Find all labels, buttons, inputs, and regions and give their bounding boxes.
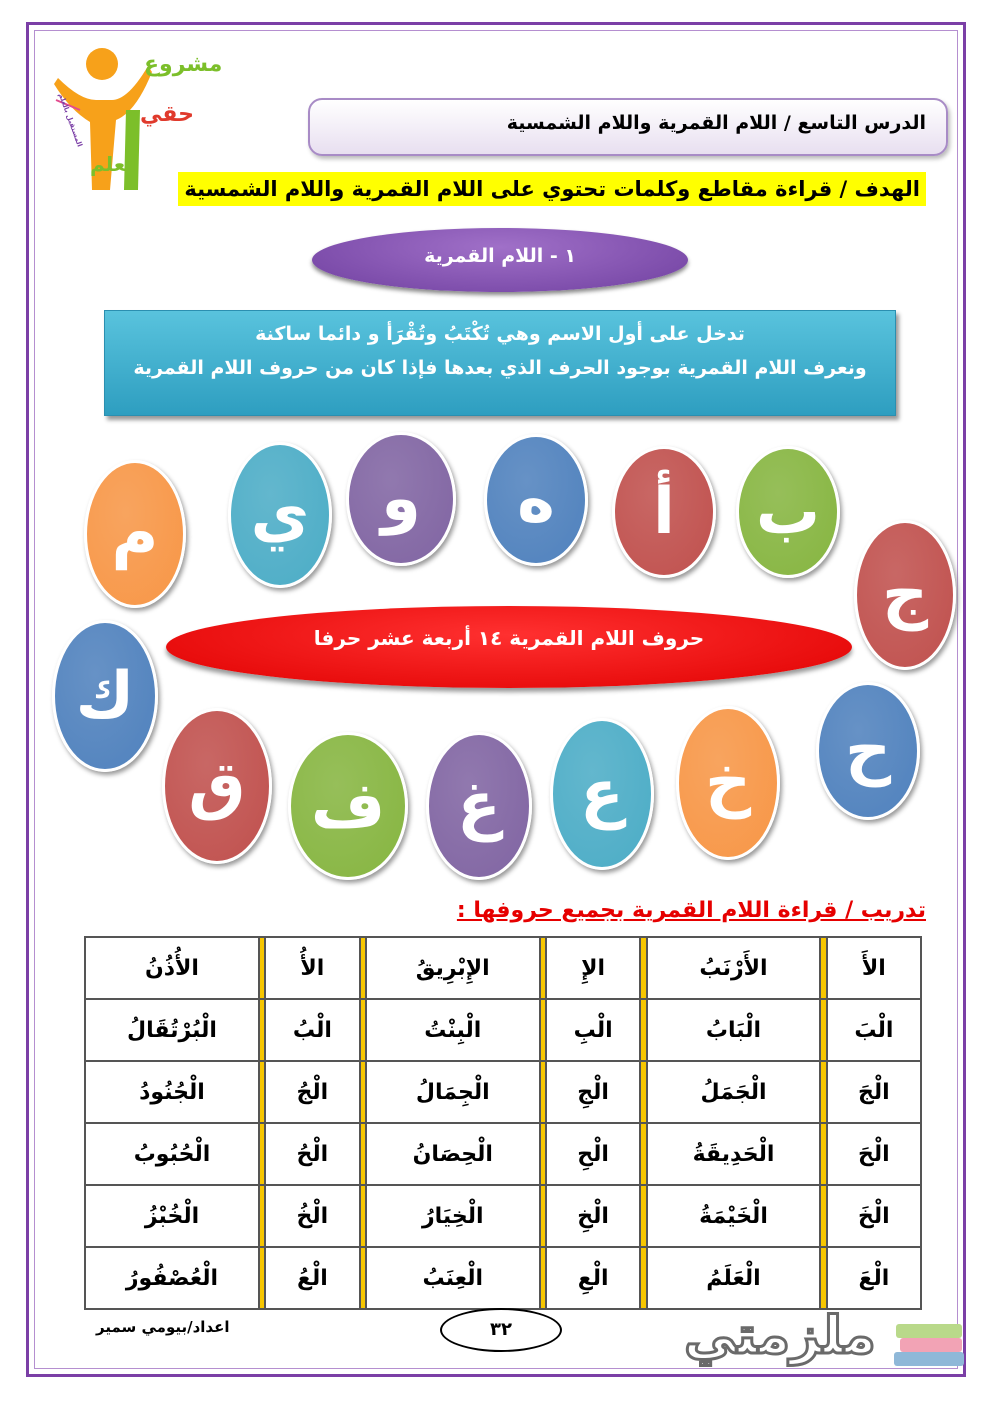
column-separator <box>820 1123 826 1185</box>
table-row <box>85 1061 921 1123</box>
word-cell: الأَرْنَبُ <box>647 937 821 999</box>
letter-qaf: ق <box>162 708 272 864</box>
syllable-cell: الإِ <box>546 937 640 999</box>
syllable-cell: الْحُ <box>265 1123 359 1185</box>
column-separator <box>540 1061 546 1123</box>
column-separator <box>640 1247 646 1309</box>
syllable-cell: الْجُ <box>265 1061 359 1123</box>
lesson-goal: الهدف / قراءة مقاطع وكلمات تحتوي على اللام القمرية واللام الشمسية <box>178 172 926 206</box>
syllable-cell: الْعَ <box>827 1247 921 1309</box>
word-cell: الْبِنْتُ <box>366 999 540 1061</box>
column-separator <box>360 1061 366 1123</box>
rule-box <box>104 310 896 416</box>
word-cell: الْجَمَلُ <box>647 1061 821 1123</box>
logo-text-learn: أتعلم <box>90 152 140 176</box>
books-icon <box>890 1300 992 1380</box>
logo-text-right: حقي <box>140 102 194 127</box>
section-title: ١ - اللام القمرية <box>312 228 688 292</box>
word-cell: الْعِنَبُ <box>366 1247 540 1309</box>
letter-ghain: غ <box>426 732 532 880</box>
syllable-cell: الْبُ <box>265 999 359 1061</box>
syllable-cell: الْجِ <box>546 1061 640 1123</box>
word-cell: الْعُصْفُورُ <box>85 1247 259 1309</box>
word-cell: الْحُبُوبُ <box>85 1123 259 1185</box>
letter-waw: و <box>346 432 456 566</box>
column-separator <box>640 999 646 1061</box>
column-separator <box>360 937 366 999</box>
column-separator <box>259 999 265 1061</box>
letter-ha: ه <box>484 434 588 566</box>
word-cell: الْخَيْمَةُ <box>647 1185 821 1247</box>
logo-text-project: مشروع <box>144 52 223 77</box>
syllable-cell: الْعُ <box>265 1247 359 1309</box>
letter-ya: ي <box>228 442 332 588</box>
column-separator <box>360 1185 366 1247</box>
column-separator <box>259 1185 265 1247</box>
word-cell: الْجُنُودُ <box>85 1061 259 1123</box>
training-title: تدريب / قراءة اللام القمرية بجميع حروفها : <box>456 898 926 923</box>
word-cell: الإِبْرِيقُ <box>366 937 540 999</box>
word-cell: الْخِيَارُ <box>366 1185 540 1247</box>
column-separator <box>259 1247 265 1309</box>
column-separator <box>259 1061 265 1123</box>
column-separator <box>540 1123 546 1185</box>
column-separator <box>820 999 826 1061</box>
letter-hha: ح <box>816 682 920 820</box>
column-separator <box>360 1123 366 1185</box>
syllable-cell: الْجَ <box>827 1061 921 1123</box>
syllable-cell: الْعِ <box>546 1247 640 1309</box>
rule-line-1: تدخل على أول الاسم وهي تُكْتَبُ وتُقْرَأ و دائما ساكنة <box>255 323 745 345</box>
column-separator <box>360 999 366 1061</box>
column-separator <box>540 937 546 999</box>
column-separator <box>540 999 546 1061</box>
syllable-cell: الْحَ <box>827 1123 921 1185</box>
letter-kaf: ك <box>52 620 158 772</box>
column-separator <box>540 1247 546 1309</box>
column-separator <box>540 1185 546 1247</box>
word-cell: الْخُبْزُ <box>85 1185 259 1247</box>
column-separator <box>360 1247 366 1309</box>
letter-alif: أ <box>612 446 716 578</box>
watermark-logo <box>680 1300 980 1380</box>
column-separator <box>640 1061 646 1123</box>
word-cell: الأُذُنُ <box>85 937 259 999</box>
word-cell: الْعَلَمُ <box>647 1247 821 1309</box>
table-row <box>85 1185 921 1247</box>
words-table <box>84 936 922 1310</box>
syllable-cell: الْحِ <box>546 1123 640 1185</box>
syllable-cell: الْخَ <box>827 1185 921 1247</box>
table-row <box>85 937 921 999</box>
page-number: ٣٢ <box>440 1308 562 1352</box>
letter-ba: ب <box>736 446 840 578</box>
column-separator <box>640 1185 646 1247</box>
author-credit: اعداد/بيومي سمير <box>96 1318 230 1336</box>
column-separator <box>259 937 265 999</box>
column-separator <box>820 1061 826 1123</box>
word-cell: الْبُرْتُقَالُ <box>85 999 259 1061</box>
word-cell: الْحَدِيقَةُ <box>647 1123 821 1185</box>
word-cell: الْبَابُ <box>647 999 821 1061</box>
column-separator <box>820 937 826 999</box>
letter-kha: خ <box>676 706 780 860</box>
word-cell: الْحِصَانُ <box>366 1123 540 1185</box>
column-separator <box>640 937 646 999</box>
watermark-text: ملزمتي <box>684 1306 876 1366</box>
letter-mim: م <box>84 460 186 608</box>
letter-jim: ج <box>854 520 956 670</box>
word-cell: الْجِمَالُ <box>366 1061 540 1123</box>
table-row <box>85 999 921 1061</box>
column-separator <box>820 1185 826 1247</box>
logo-tagline: المستقبل بالعلم <box>56 92 84 148</box>
column-separator <box>259 1123 265 1185</box>
project-logo <box>40 40 240 190</box>
letters-count-banner: حروف اللام القمرية ١٤ أربعة عشر حرفا <box>166 606 852 688</box>
syllable-cell: الأَ <box>827 937 921 999</box>
table-row <box>85 1123 921 1185</box>
syllable-cell: الْخُ <box>265 1185 359 1247</box>
syllable-cell: الْبَ <box>827 999 921 1061</box>
column-separator <box>640 1123 646 1185</box>
syllable-cell: الأُ <box>265 937 359 999</box>
rule-line-2: ونعرف اللام القمرية بوجود الحرف الذي بعدها فإذا كان من حروف اللام القمرية <box>133 357 867 379</box>
syllable-cell: الْخِ <box>546 1185 640 1247</box>
lesson-title: الدرس التاسع / اللام القمرية واللام الشمسية <box>308 98 948 156</box>
syllable-cell: الْبِ <box>546 999 640 1061</box>
letter-fa: ف <box>288 732 408 880</box>
letter-ain: ع <box>550 718 654 870</box>
